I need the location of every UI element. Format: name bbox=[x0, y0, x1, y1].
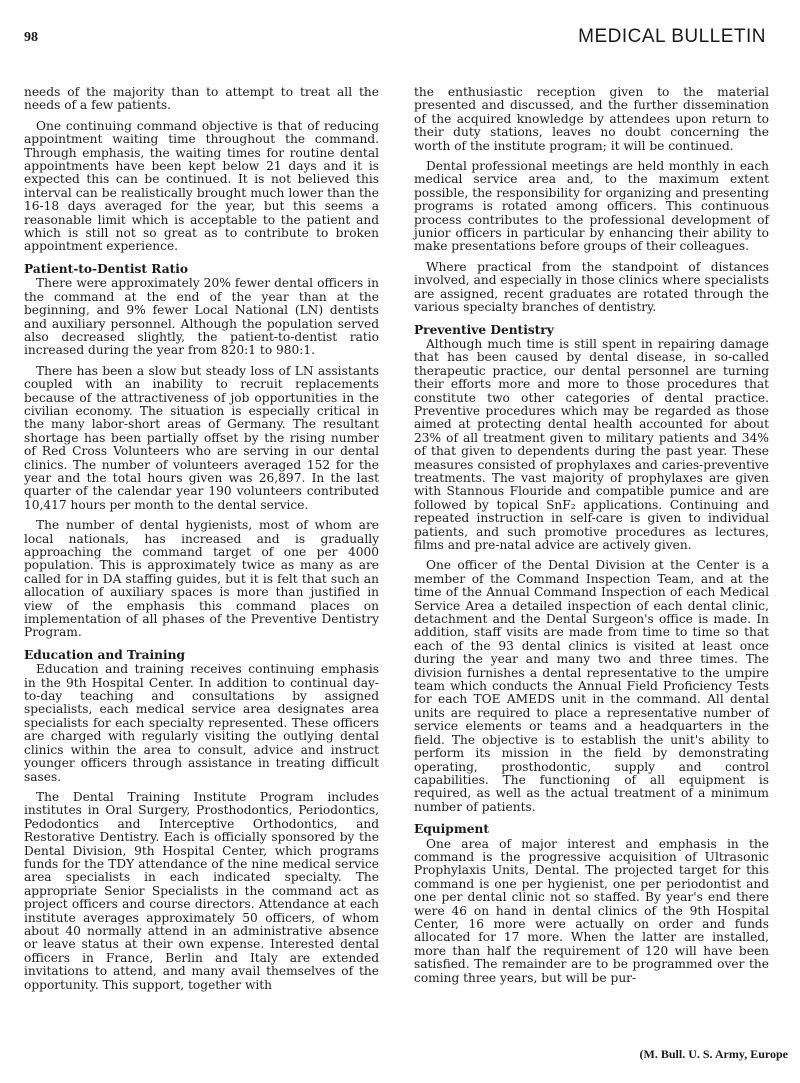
paragraph: Education and training receives continuing emphasis in the 9th Hospital Center. In addition to continual day-to-day teaching and consultations by assigned specialists, each medical service area designates area specialists for each specialty represented. These officers are charged with regularly visiting the outlying dental clinics within the area to consult, advice and instruct younger officers through assistance in treating difficult sases. bbox=[24, 662, 379, 784]
paragraph: Where practical from the standpoint of distances involved, and especially in those clinics where specialists are assigned, recent graduates are rotated through the various specialty branches of dentistry. bbox=[414, 259, 769, 315]
footer-citation: (M. Bull. U. S. Army, Europe bbox=[639, 1047, 788, 1061]
paragraph: One continuing command objective is that of reducing appointment waiting time throughout the command. Through emphasis, the waiting times for routine dental appointments have been kept below 21 days and it is expected this can be continued. It is not believed this interval can be realistically brought much lower than the 16-18 days averaged for the year, but this seems a reasonable limit which is acceptable to the patient and which is still not so great as to contribute to broken appointment experience. bbox=[24, 118, 379, 254]
section-heading: Preventive Dentistry bbox=[414, 322, 554, 337]
paragraph: There has been a slow but steady loss of LN assistants coupled with an inability to recruit replacements because of the attractiveness of job opportunities in the civilian economy. The situation is especially critical in the many labor-short areas of Germany. The resultant shortage has been partially offset by the rising number of Red Cross Volunteers who are serving in our dental clinics. The number of volunteers averaged 152 for the year and the total hours given was 26,897. In the last quarter of the calendar year 190 volunteers contributed 10,417 hours per month to the dental service. bbox=[24, 363, 379, 512]
paragraph: The number of dental hygienists, most of whom are local nationals, has increased and is gradually approaching the command target of one per 4000 population. This is approximately twice as many as are called for in DA staffing guides, but it is felt that such an allocation of auxiliary spaces is more than justified in view of the emphasis this command places on implementation of all phases of the Preventive Dentistry Program. bbox=[24, 518, 379, 640]
paragraph: the enthusiastic reception given to the material presented and discussed, and the further dissemination of the acquired knowledge by attendees upon return to their duty stations, leaves no doubt concerning the worth of the institute program; it will be continued. bbox=[414, 85, 769, 153]
paragraph: needs of the majority than to attempt to treat all the needs of a few patients. bbox=[24, 85, 379, 113]
paragraph: One area of major interest and emphasis in the command is the progressive acquisition of Ultrasonic Prophylaxis Units, Dental. The projected target for this command is one per hygienist, one per periodontist and one per dental clinic not so staffed. By year's end there were 46 on hand in dental clinics of the 9th Hospital Center, 16 more were actually on order and funds allocated for 17 more. When the latter are installed, more than half the requirement of 120 will have been satisfied. The remainder are to be programmed over the coming three years, but will be pur- bbox=[414, 836, 769, 985]
section-heading: Equipment bbox=[414, 822, 489, 837]
paragraph: One officer of the Dental Division at the Center is a member of the Command Inspection Team, and at the time of the Annual Command Inspection of each Medical Service Area a detailed inspection of each dental clinic, detachment and the Dental Surgeon's office is made. In addition, staff visits are made from time to time so that each of the 93 dental clinics is visited at least once during the year and many two and three times. The division furnishes a dental representative to the umpire team which conducts the Annual Field Proficiency Tests for each TOE AMEDS unit in the command. All dental units are required to place a representative number of service elements or teams and a headquarters in the field. The objective is to establish the unit's ability to perform its mission in the field by demonstrating operating, prosthodontic, supply and control capabilities. The functioning of all equipment is required, as well as the actual treatment of a minimum number of patients. bbox=[414, 558, 769, 814]
paragraph: The Dental Training Institute Program includes institutes in Oral Surgery, Prosthodontics, Periodontics, Pedodontics and Interceptive Orthodontics, and Restorative Dentistry. Each is officially sponsored by the Dental Division, 9th Hospital Center, which programs funds for the TDY attendance of the nine medical service area specialists in each indicated specialty. The appropriate Senior Specialists in the command act as project officers and course directors. Attendance at each institute averages approximately 50 officers, of whom about 40 normally attend in an administrative absence or leave status at their own expense. Interested dental officers in France, Berlin and Italy are extended invitations to attend, and many avail themselves of the opportunity. This support, together with bbox=[24, 789, 379, 992]
paragraph: Dental professional meetings are held monthly in each medical service area and, to the maximum extent possible, the responsibility for organizing and presenting programs is rotated among officers. This continuous process contributes to the professional development of junior officers in particular by enhancing their ability to make presentations before groups of their colleagues. bbox=[414, 159, 769, 254]
left-column bbox=[24, 86, 379, 999]
paragraph: Although much time is still spent in repairing damage that has been caused by dental disease, in so-called therapeutic practice, our dental personnel are turning their efforts more and more to those procedures that constitute two other categories of dental practice. Preventive procedures which may be regarded as those aimed at protecting dental health accounted for about 23% of all treatment given to military patients and 34% of that given to dependents during the past year. These measures consisted of prophylaxes and caries-preventive treatments. The vast majority of prophylaxes are given with Stannous Flouride and compatible pumice and are followed by topical SnF₂ applications. Continuing and repeated instruction in self-care is given to individual patients, and such promotive procedures as lectures, films and pre-natal advice are actively given. bbox=[414, 336, 769, 552]
running-title: MEDICAL BULLETIN bbox=[578, 26, 766, 47]
right-column bbox=[414, 86, 769, 992]
section-heading: Patient-to-Dentist Ratio bbox=[24, 261, 188, 276]
page-number: 98 bbox=[24, 30, 38, 45]
section-heading: Education and Training bbox=[24, 647, 186, 662]
paragraph: There were approximately 20% fewer dental officers in the command at the end of the year than at the beginning, and 9% fewer Local National (LN) dentists and auxiliary personnel. Although the population served also decreased slightly, the patient-to-dentist ratio increased during the year from 820:1 to 980:1. bbox=[24, 276, 379, 358]
